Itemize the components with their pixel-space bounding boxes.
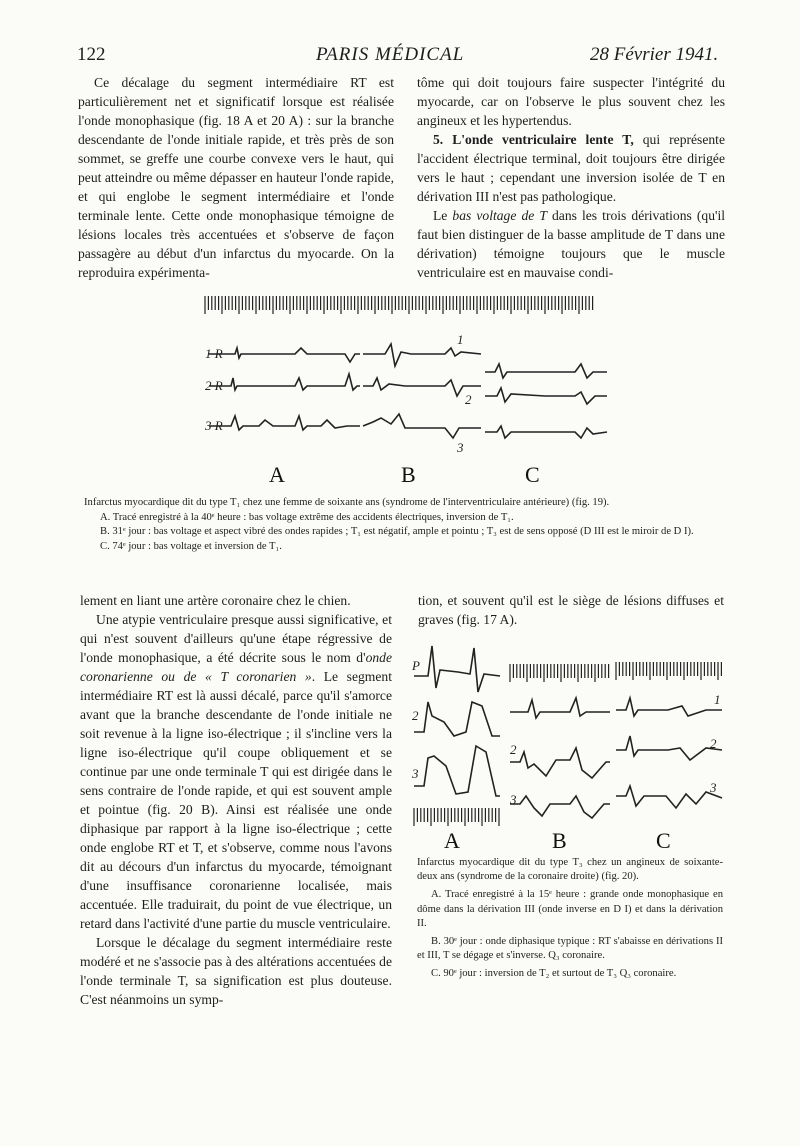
lead-label: 3 R xyxy=(205,418,223,433)
lead-label: 1 xyxy=(714,692,721,707)
ecg-traces xyxy=(209,344,607,438)
ecg-trace-b-lead-1 xyxy=(510,698,610,718)
lead-label: 1 xyxy=(457,332,464,347)
bottom-right-text xyxy=(418,591,724,629)
ecg-trace-a-lead-2 xyxy=(414,702,500,736)
ecg-trace-b-lead-1 xyxy=(363,344,481,366)
bottom-left-column xyxy=(80,591,392,1009)
ecg-trace-b-lead-2 xyxy=(510,748,610,778)
paragraph-decalage: Lorsque le décalage du segment intermédiaire reste modéré et ne s'associe pas à des altérations accentuées de l'onde terminale T, sa signification est plus douteuse. C'est néanmoins un symp- xyxy=(80,935,392,1007)
paragraph-continuation: lement en liant une artère coronaire chez le chien. xyxy=(80,593,351,608)
ecg-trace-b-lead-2 xyxy=(363,378,481,396)
paragraph-bas-voltage xyxy=(417,206,725,282)
ecg-trace-a-lead-1 xyxy=(414,646,500,692)
caption-item-a: A. Tracé enregistré à la 40ᵉ heure : bas voltage extrême des accidents électriques, inversion de T₁. xyxy=(100,511,514,523)
figure-19-ecg-tracings xyxy=(195,292,620,490)
lead-label: 2 xyxy=(510,742,517,757)
caption-item-c: C. 74ᵉ jour : bas voltage et inversion de T₁. xyxy=(100,540,282,552)
caption-item-b: B. 30ᵉ jour : onde diphasique typique : RT s'abaisse en dérivations II et III, T se dégage et s'inverse. Q₃ coronaire. xyxy=(417,936,723,962)
caption-item-b: B. 31ᵉ jour : bas voltage et aspect vibré des ondes rapides ; T₁ est négatif, ample et pointu ; T₃ est de sens opposé (D III est le miroir de D I). xyxy=(100,526,694,537)
ecg-trace-c-lead-3 xyxy=(485,426,607,438)
ecg-trace-b-lead-3 xyxy=(510,796,610,818)
paragraph-continuation: tion, et souvent qu'il est le siège de lésions diffuses et graves (fig. 17 A). xyxy=(418,593,724,627)
paragraph-text: Le xyxy=(433,208,453,223)
ecg-trace-b-lead-3 xyxy=(363,414,481,438)
top-right-column xyxy=(417,73,725,282)
ecg-trace-a-lead-2 xyxy=(209,374,360,390)
panel-label-a: A xyxy=(444,828,460,853)
lead-label: 3 xyxy=(457,440,464,455)
lead-label: 3 xyxy=(710,780,717,795)
ecg-trace-c-lead-1 xyxy=(485,364,607,378)
lead-label: 3 xyxy=(510,792,517,807)
top-left-column xyxy=(78,73,394,282)
ecg-trace-c-lead-2 xyxy=(616,736,722,760)
lead-label: P xyxy=(412,658,420,673)
caption-heading: Infarctus myocardique dit du type T₃ chez un angineux de soixante-deux ans (syndrome de la coronaire droite) (fig. 20). xyxy=(417,857,723,883)
ecg-trace-a-lead-3 xyxy=(209,416,360,430)
ecg-lead-labels xyxy=(411,658,721,807)
paragraph-onde-lente xyxy=(417,130,725,206)
lead-label: 1 R xyxy=(205,346,223,361)
paragraph-text: . Le segment intermédiaire RT est là aussi décalé, parce qu'il s'amorce avant que la branche descendante de l'onde initiale ne soit revenue à la ligne iso-électrique ; il s'incline vers la ligne iso-électrique qu'il coupe obliquement et se continue par une onde terminale T qui est dirigée dans le sens contraire de l'onde rapide, et qui est souvent ample et pointue (fig. 20 B). Ainsi est réalisée une onde diphasique par rapport à la ligne iso-électrique ; cette onde englobe RT et T, et s'observe, comme nous l'avons dit au décours d'un infarctus du myocarde, témoignant d'une insuffisance coronarienne localisée, mais accentuée. Elle traduirait, du point de vue électrique, un retard dans l'activité d'une partie du muscle ventriculaire. xyxy=(80,669,392,931)
italic-term: bas voltage de T xyxy=(452,208,547,223)
panel-label-c: C xyxy=(525,462,540,487)
page-number: 122 xyxy=(77,44,106,65)
figure-20-ecg-tracings xyxy=(410,636,726,854)
issue-date: 28 Février 1941. xyxy=(590,44,719,65)
paragraph-text: qui représente l'accident électrique terminal, doit toujours être dirigée vers le haut ; cependant une inversion isolée de T en dérivation III n'est pas pathologique. xyxy=(417,132,725,204)
paragraph-text: Une atypie ventriculaire presque aussi significative, et qui n'est souvent d'ailleurs qu'une étape régressive de l'onde monophasique, a été décrite sous le nom d' xyxy=(80,612,392,665)
ecg-trace-c-lead-2 xyxy=(485,388,607,404)
time-marker-ticks xyxy=(205,296,593,314)
panel-label-b: B xyxy=(401,462,416,487)
paragraph-continuation: tôme qui doit toujours faire suspecter l'intégrité du myocarde, car on l'observe le plus souvent chez les angineux et les hypertendus. xyxy=(417,75,725,128)
lead-label: 2 xyxy=(412,708,419,723)
italic-term: onde coronarienne ou de « T coronarien » xyxy=(80,650,392,684)
bold-heading: 5. L'onde ventriculaire lente T, xyxy=(433,132,634,147)
ecg-trace-c-lead-3 xyxy=(616,786,722,808)
caption-item-c: C. 90ᵉ jour : inversion de T₂ et surtout de T₃ Q₃ coronaire. xyxy=(431,968,677,980)
panel-label-a: A xyxy=(269,462,285,487)
ecg-trace-a-lead-3 xyxy=(414,746,500,796)
caption-heading: Infarctus myocardique dit du type T₁ chez une femme de soixante ans (syndrome de l'interventriculaire antérieure) (fig. 19). xyxy=(84,497,610,508)
panel-label-b: B xyxy=(552,828,567,853)
paragraph-onde-monophasique: Ce décalage du segment intermédiaire RT est particulièrement net et significatif lorsque est réalisée l'onde monophasique (fig. 18 A et 20 A) : sur la branche descendante de l'onde initiale rapide, et très près de son sommet, se greffe une courbe convexe vers le haut, qui peut atteindre ou même dépasser en hauteur l'onde rapide, et qui englobe le segment intermédiaire et l'onde terminale lente. Cette onde monophasique témoigne de lésions locales très accentuées et s'observe de façon passagère au début d'un infarctus du myocarde. On la reproduira expérimenta- xyxy=(78,75,394,280)
lead-label: 3 xyxy=(412,766,419,781)
lead-label: 2 R xyxy=(205,378,223,393)
ecg-trace-c-lead-1 xyxy=(616,698,722,716)
lead-label: 2 xyxy=(465,392,472,407)
lead-label: 2 xyxy=(710,736,717,751)
time-marker-ticks xyxy=(414,662,721,826)
ecg-trace-a-lead-1 xyxy=(209,348,360,362)
ecg-lead-labels xyxy=(204,332,472,455)
journal-title: PARIS MÉDICAL xyxy=(316,44,465,65)
paragraph-onde-coronarienne xyxy=(80,610,392,933)
caption-item-a: A. Tracé enregistré à la 15ᵉ heure : grande onde monophasique en dôme dans la dérivation III (onde inverse en D I) et dans la dérivation II. xyxy=(417,889,723,929)
figure-19-caption xyxy=(84,496,727,554)
figure-20-caption xyxy=(417,856,723,986)
panel-label-c: C xyxy=(656,828,671,853)
paragraph-text: dans les trois dérivations (qu'il faut bien distinguer de la basse amplitude de T dans une dérivation) témoigne toujours que le muscle ventriculaire est en mauvaise condi- xyxy=(417,208,726,280)
